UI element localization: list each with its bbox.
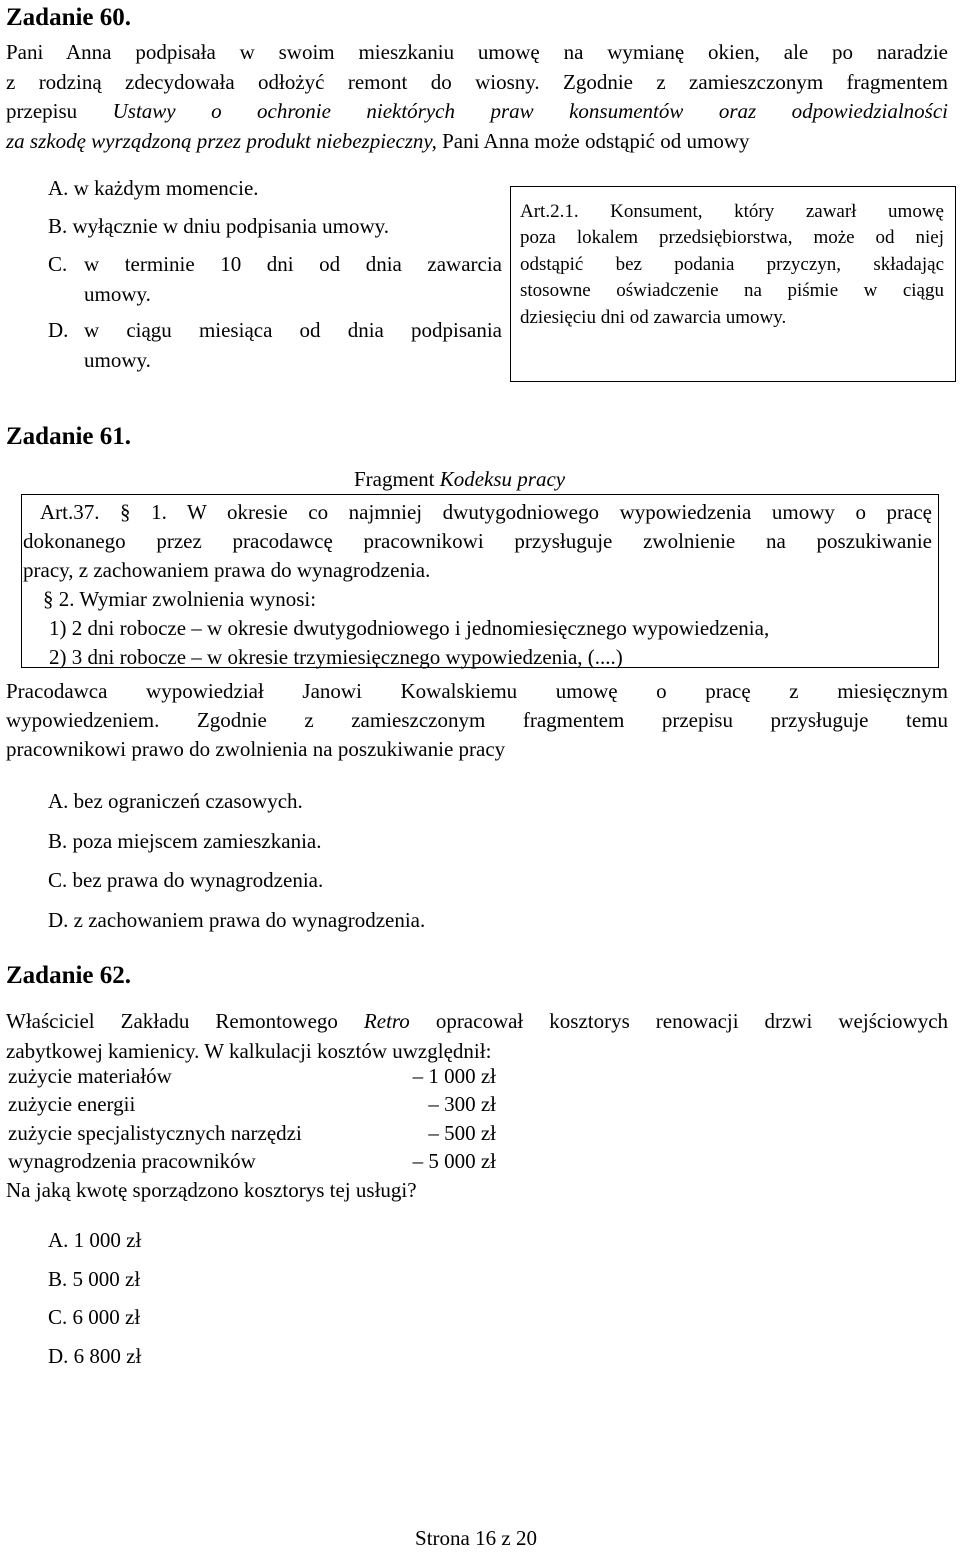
cost-value: – 300 zł bbox=[428, 1092, 496, 1116]
option-a bbox=[48, 176, 259, 201]
task-61-line-3: pracownikowi prawo do zwolnienia na poszukiwanie pracy bbox=[6, 737, 506, 761]
cost-row bbox=[8, 1092, 496, 1120]
option-c: C. 6 000 zł bbox=[48, 1305, 141, 1329]
code-line: 2) 3 dni robocze – w okresie trzymiesięcznego wypowiedzenia, (....) bbox=[49, 645, 623, 669]
law-excerpt-text bbox=[520, 199, 944, 331]
option-b: B. poza miejscem zamieszkania. bbox=[48, 828, 322, 853]
labor-code-text bbox=[22, 495, 934, 669]
option-letter: A. bbox=[48, 176, 69, 200]
code-line: dokonanego przez pracodawcę pracownikowi przysługuje zwolnienie na poszukiwanie bbox=[23, 529, 932, 553]
cost-value: – 500 zł bbox=[428, 1121, 496, 1145]
option-text: wyłącznie w dniu podpisania umowy. bbox=[72, 214, 390, 238]
task-61-options bbox=[48, 782, 425, 940]
task-62-title: Zadanie 62. bbox=[6, 962, 132, 989]
option-b: B. 5 000 zł bbox=[48, 1266, 141, 1291]
line-1-post: opracował kosztorys renowacji drzwi wejściowych bbox=[409, 1009, 949, 1033]
cost-value: – 5 000 zł bbox=[412, 1149, 496, 1173]
cost-value: – 1 000 zł bbox=[412, 1064, 496, 1088]
option-d-cont: umowy. bbox=[84, 348, 151, 372]
task-60-line-4 bbox=[6, 127, 948, 157]
task-61-text bbox=[6, 677, 948, 764]
act-title-part-1: Ustawy o ochronie niektórych praw konsumentów oraz odpowiedzialności bbox=[112, 99, 948, 123]
option-a: A. bez ograniczeń czasowych. bbox=[48, 789, 303, 813]
excerpt-line: poza lokalem przedsiębiorstwa, może od niej bbox=[520, 227, 944, 249]
option-text: w ciągu miesiąca od dnia podpisania bbox=[84, 318, 502, 342]
cost-name: zużycie energii bbox=[8, 1092, 136, 1116]
line-1-pre: Właściciel Zakładu Remontowego bbox=[6, 1009, 364, 1033]
line-3-pre: przepisu bbox=[6, 99, 113, 123]
task-62-text bbox=[6, 1006, 948, 1066]
company-name: Retro bbox=[363, 1009, 410, 1033]
law-excerpt-box bbox=[510, 186, 956, 382]
option-text: w terminie 10 dni od dnia zawarcia bbox=[84, 252, 502, 276]
task-60-line-2: z rodziną zdecydowała odłożyć remont do wiosny. Zgodnie z zamieszczonym fragmentem bbox=[6, 69, 948, 94]
task-60-line-1: Pani Anna podpisała w swoim mieszkaniu umowę na wymianę okien, ale po naradzie bbox=[6, 40, 948, 64]
cost-row bbox=[8, 1149, 496, 1177]
code-line: pracy, z zachowaniem prawa do wynagrodzenia. bbox=[23, 558, 431, 582]
excerpt-line: odstąpić bez podania przyczyn, składając bbox=[520, 253, 944, 275]
option-letter: B. bbox=[48, 214, 68, 238]
fragment-caption-pre: Fragment bbox=[354, 467, 440, 491]
option-a: A. 1 000 zł bbox=[48, 1228, 142, 1252]
task-60-title: Zadanie 60. bbox=[6, 4, 132, 31]
option-d bbox=[48, 318, 502, 343]
task-61-line-2: wypowiedzeniem. Zgodnie z zamieszczonym fragmentem przepisu przysługuje temu bbox=[6, 708, 948, 732]
fragment-caption-code: Kodeksu pracy bbox=[439, 467, 566, 491]
task-62-line-1 bbox=[6, 1006, 948, 1036]
task-61-title: Zadanie 61. bbox=[6, 423, 132, 450]
option-text: w każdym momencie. bbox=[73, 176, 259, 200]
excerpt-line: stosowne oświadczenie na piśmie w ciągu bbox=[520, 280, 944, 302]
option-letter: C. bbox=[48, 252, 68, 276]
option-c-cont: umowy. bbox=[84, 282, 151, 306]
option-c: C. bez prawa do wynagrodzenia. bbox=[48, 868, 324, 892]
option-c bbox=[48, 252, 502, 277]
fragment-caption bbox=[354, 467, 565, 492]
cost-row bbox=[8, 1064, 496, 1092]
labor-code-box bbox=[21, 494, 939, 668]
task-60-line-3 bbox=[6, 97, 948, 127]
code-line: 1) 2 dni robocze – w okresie dwutygodniowego i jednomiesięcznego wypowiedzenia, bbox=[49, 616, 770, 640]
code-line: § 2. Wymiar zwolnienia wynosi: bbox=[43, 587, 317, 611]
excerpt-line: Art.2.1. Konsument, który zawarł umowę bbox=[520, 201, 944, 222]
line-4-post: Pani Anna może odstąpić od umowy bbox=[436, 128, 750, 153]
option-d: D. z zachowaniem prawa do wynagrodzenia. bbox=[48, 907, 426, 932]
option-letter: D. bbox=[48, 318, 69, 342]
page-number: Strona 16 z 20 bbox=[415, 1526, 537, 1550]
task-62-question: Na jaką kwotę sporządzono kosztorys tej usługi? bbox=[6, 1178, 417, 1202]
task-62-options bbox=[48, 1221, 141, 1375]
cost-name: zużycie materiałów bbox=[8, 1064, 172, 1088]
act-title-part-2: za szkodę wyrządzoną przez produkt niebezpieczny, bbox=[6, 128, 437, 153]
task-62-line-2: zabytkowej kamienicy. W kalkulacji kosztów uwzględnił: bbox=[6, 1039, 492, 1063]
task-60-text bbox=[6, 38, 948, 156]
option-b bbox=[48, 214, 389, 239]
cost-name: wynagrodzenia pracowników bbox=[8, 1149, 256, 1173]
code-line: Art.37. § 1. W okresie co najmniej dwutygodniowego wypowiedzenia umowy o pracę bbox=[40, 500, 932, 524]
option-d: D. 6 800 zł bbox=[48, 1343, 142, 1368]
task-61-line-1: Pracodawca wypowiedział Janowi Kowalskiemu umowę o pracę z miesięcznym bbox=[6, 679, 948, 703]
cost-row bbox=[8, 1121, 496, 1149]
cost-name: zużycie specjalistycznych narzędzi bbox=[8, 1121, 302, 1145]
excerpt-line: dziesięciu dni od zawarcia umowy. bbox=[520, 306, 787, 328]
